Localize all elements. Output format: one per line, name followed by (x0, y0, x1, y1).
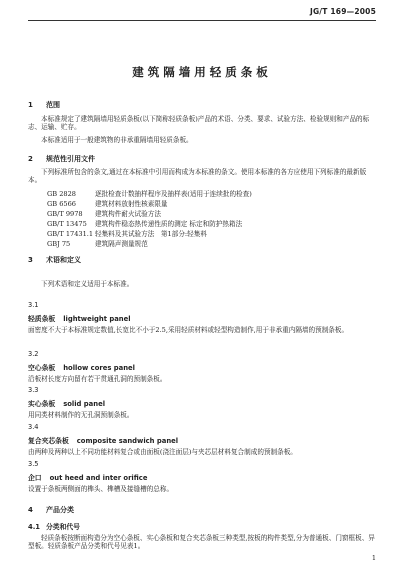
reference-list (47, 189, 252, 249)
term-zh: 实心条板 (28, 400, 56, 408)
reference-code: GBJ 75 (47, 240, 71, 248)
section-number: 1 (28, 101, 33, 109)
reference-code: GB/T 13475 (47, 220, 87, 228)
reference-title: 建筑材料放射性核素限量 (95, 200, 168, 208)
section-1-para-1: 本标准规定了建筑隔墙用轻质条板(以下简称轻质条板)产品的术语、分类、要求、试验方法、检验规则和产品的标志、运输、贮存。 (28, 115, 370, 131)
section-number: 2 (28, 155, 33, 163)
section-title: 范围 (46, 101, 60, 109)
term-definition: 沿板材长度方向留有若干贯通孔洞的预制条板。 (28, 375, 167, 383)
section-number: 4 (28, 506, 33, 514)
reference-item (47, 199, 252, 209)
reference-title: 轻集料及其试验方法 第1部分:轻集料 (95, 230, 207, 238)
term-en: lightweight panel (63, 315, 131, 323)
section-2-heading (28, 154, 95, 164)
reference-item (47, 219, 252, 229)
term-definition: 由两种及两种以上不同功能材料复合或由面板(浇注面层)与夹芯层材料复合制成的预制条板。 (28, 448, 297, 456)
term-heading (28, 362, 135, 372)
subsection-4-1-heading (28, 521, 80, 531)
section-title: 产品分类 (46, 506, 74, 514)
reference-code: GB 6566 (47, 200, 76, 208)
reference-item (47, 229, 252, 239)
section-4-para: 轻质条板按断面构造分为空心条板、实心条板和复合夹芯条板三种类型,按板的构件类型,分为普通板、门窗框板、异型板。轻质条板产品分类和代号见表1。 (28, 534, 375, 550)
term-heading (28, 435, 178, 445)
reference-item (47, 189, 252, 199)
section-title: 规范性引用文件 (46, 155, 95, 163)
section-3-intro: 下列术语和定义适用于本标准。 (41, 280, 134, 288)
term-definition: 设置于条板两侧面的榫头、榫槽及接缝槽的总称。 (28, 485, 174, 493)
standard-number: JG/T 169—2005 (309, 7, 376, 16)
section-4-heading (28, 505, 74, 515)
term-en: out heed and inter orifice (49, 474, 148, 482)
term-heading (28, 472, 147, 482)
reference-item (47, 239, 252, 249)
term-zh: 复合夹芯条板 (28, 437, 69, 445)
document-title: 建筑隔墙用轻质条板 (132, 65, 272, 79)
term-heading (28, 313, 131, 323)
reference-title: 建筑隔声测量规范 (95, 240, 148, 248)
term-number: 3.1 (28, 301, 39, 309)
section-1-heading (28, 100, 60, 110)
subsection-title: 分类和代号 (46, 523, 80, 531)
reference-title: 建筑构件稳态热传递性质的测定 标定和防护热箱法 (95, 220, 243, 228)
subsection-number: 4.1 (28, 523, 41, 531)
section-title: 术语和定义 (46, 256, 81, 264)
term-zh: 企口 (28, 474, 42, 482)
term-number: 3.5 (28, 460, 39, 468)
reference-code: GB/T 9978 (47, 210, 83, 218)
term-zh: 空心条板 (28, 364, 56, 372)
term-zh: 轻质条板 (28, 315, 56, 323)
term-number: 3.3 (28, 386, 39, 394)
term-number: 3.2 (28, 350, 39, 358)
term-heading (28, 398, 105, 408)
section-2-intro: 下列标准所包含的条文,通过在本标准中引用而构成为本标准的条文。使用本标准的各方应使用下列标准的最新版本。 (28, 168, 367, 184)
term-definition: 面密度不大于本标准规定数值,长宽比不小于2.5,采用轻质材料或轻型构造制作,用于非承重内隔墙的预制条板。 (28, 326, 349, 334)
term-en: hollow cores panel (63, 364, 135, 372)
term-en: composite sandwich panel (76, 437, 179, 445)
reference-code: GB/T 17431.1 (47, 230, 94, 238)
reference-title: 逐批检查计数抽样程序及抽样表(适用于连续批的检查) (95, 190, 252, 198)
reference-item (47, 209, 252, 219)
section-3-heading (28, 255, 81, 265)
header-rule (28, 20, 376, 21)
term-number: 3.4 (28, 423, 39, 431)
term-definition: 用同类材料制作的无孔洞预制条板。 (28, 411, 134, 419)
section-number: 3 (28, 256, 33, 264)
reference-title: 建筑构件耐火试验方法 (95, 210, 161, 218)
reference-code: GB 2828 (47, 190, 76, 198)
page-number: 1 (371, 554, 376, 562)
term-en: solid panel (63, 400, 106, 408)
section-1-para-2: 本标准适用于一般建筑物的非承重隔墙用轻质条板。 (41, 136, 193, 144)
